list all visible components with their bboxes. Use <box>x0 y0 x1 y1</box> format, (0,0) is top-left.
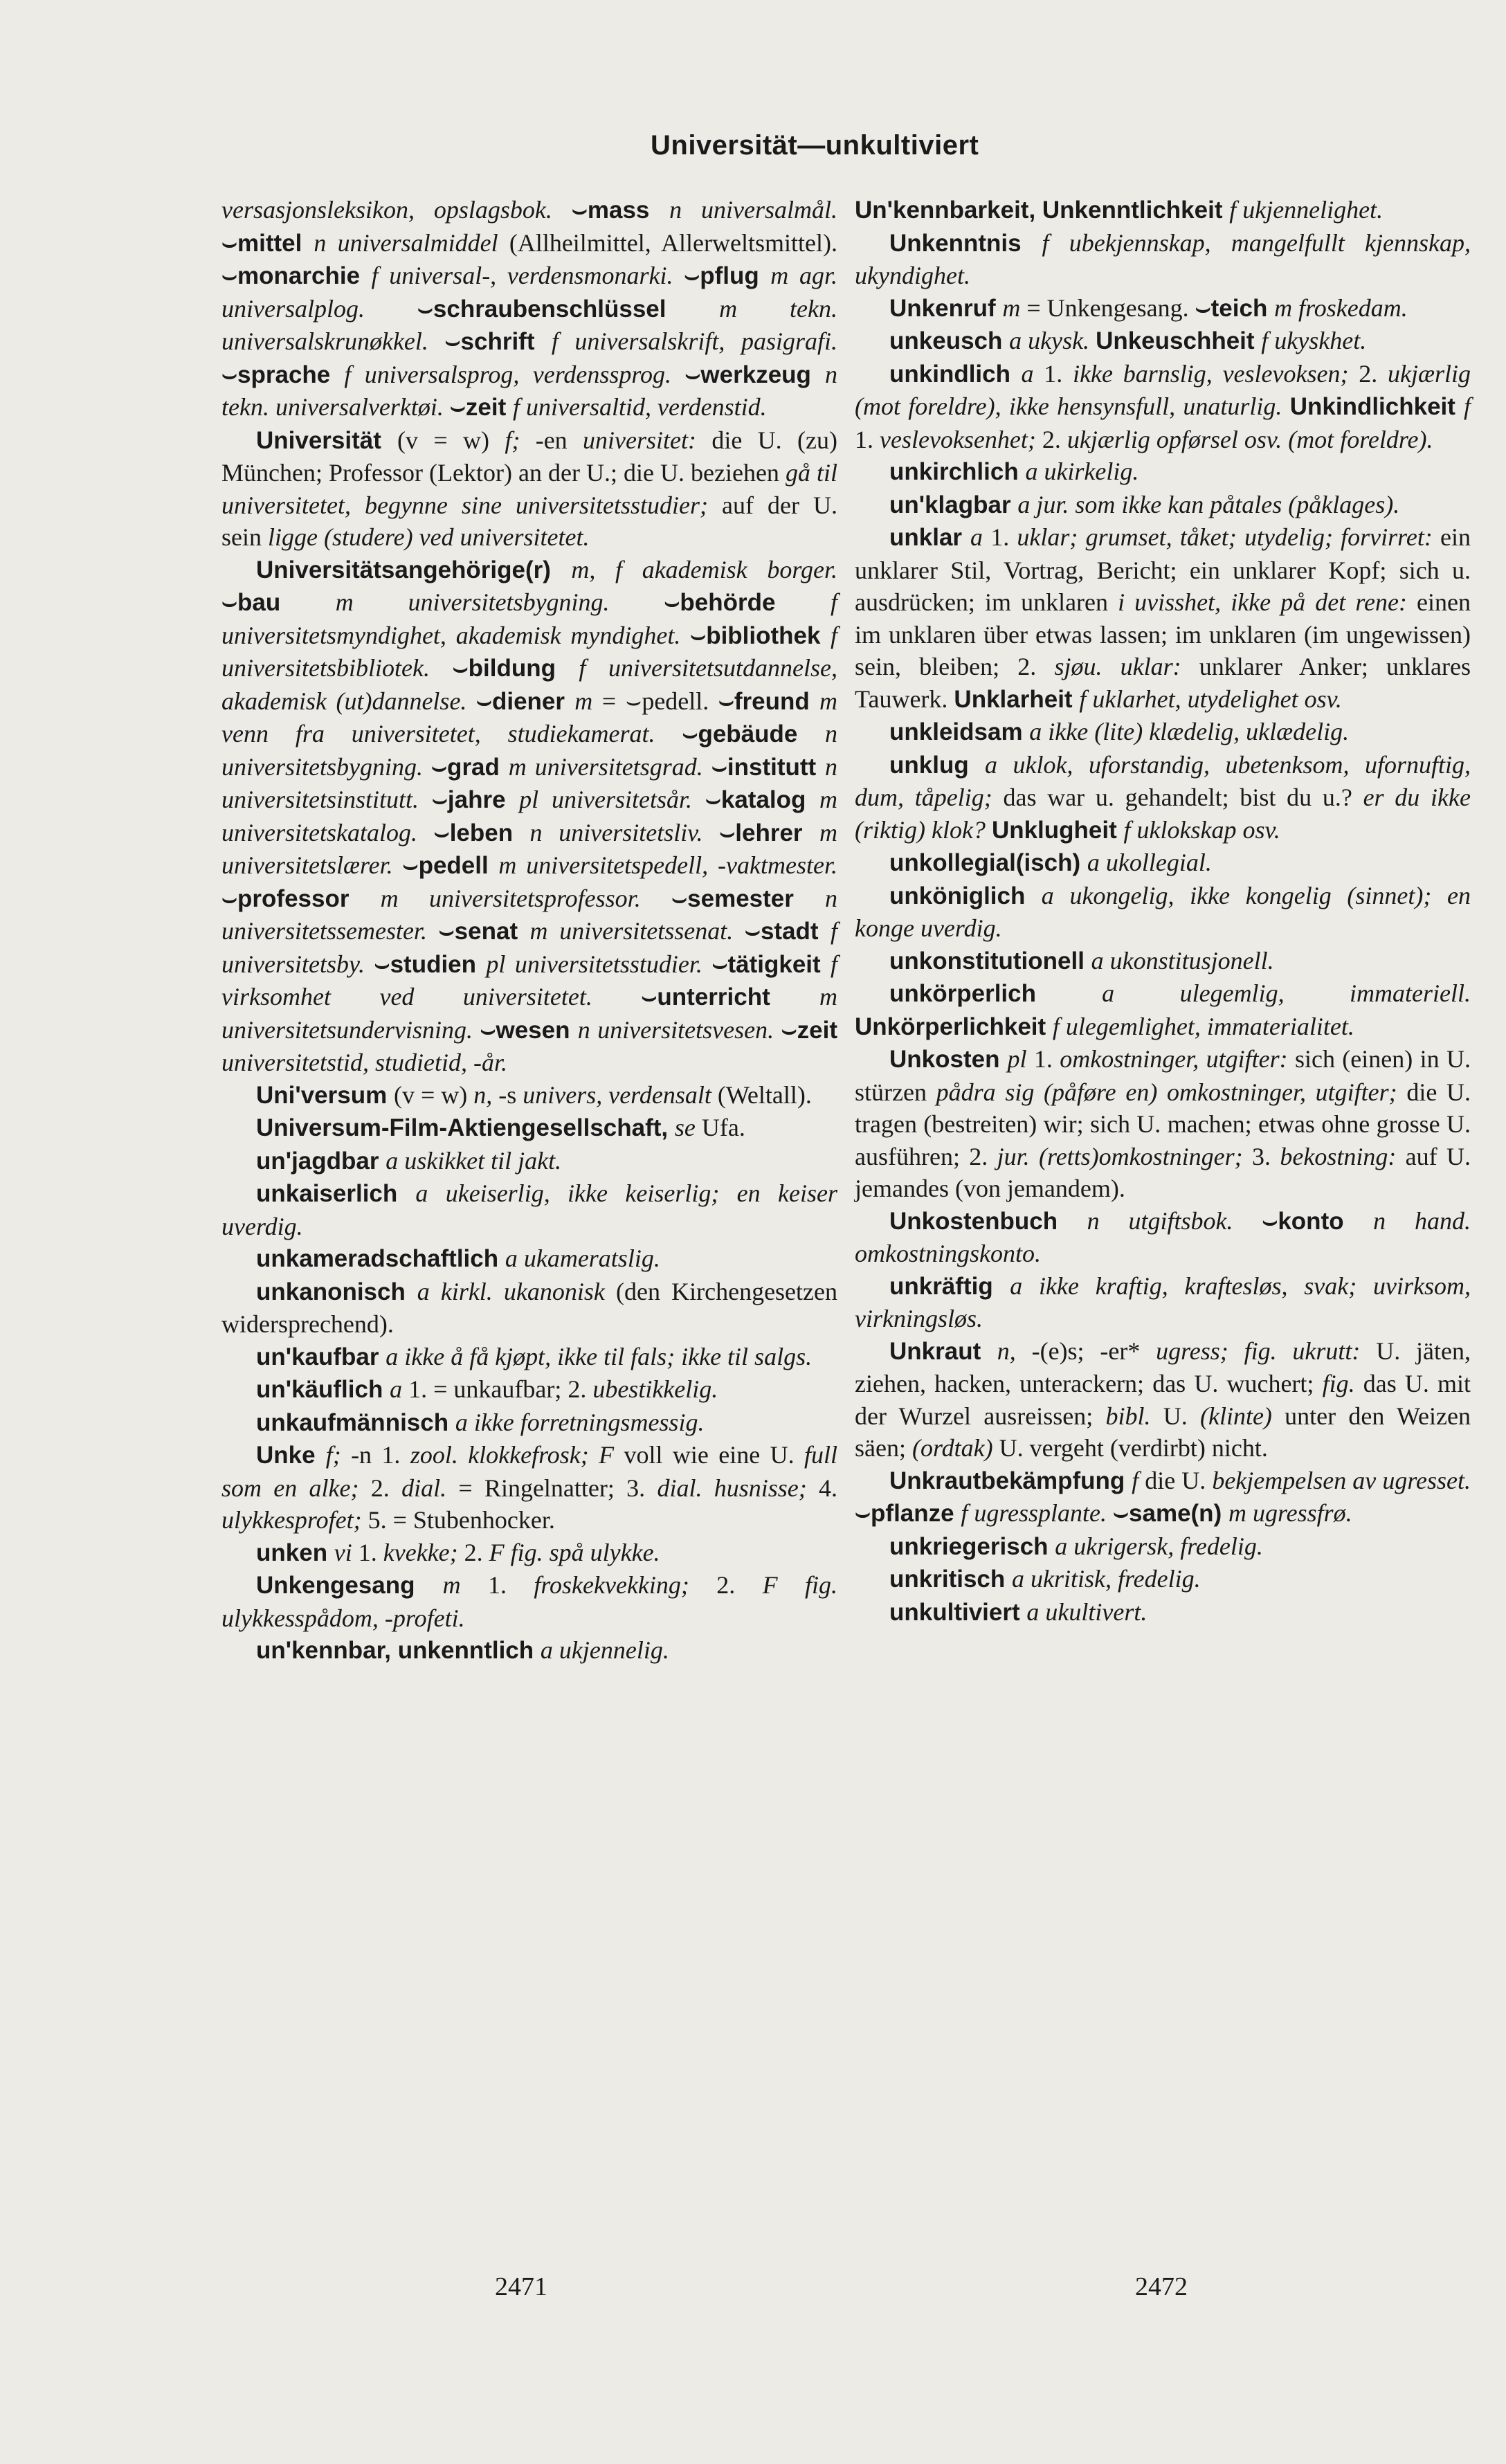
translation-text: a ikke å få kjøpt, ikke til fals; ikke til salgs. <box>385 1342 813 1370</box>
headword: unkollegial(isch) <box>889 849 1087 876</box>
translation-text: f uklokskap osv. <box>1123 815 1280 844</box>
headword: unkeusch <box>889 327 1010 354</box>
german-text: 1. <box>990 523 1017 551</box>
german-text: Ufa. <box>701 1114 745 1141</box>
translation-text: f ukjennelighet. <box>1229 196 1383 224</box>
headword: Unkengesang <box>256 1572 443 1599</box>
dictionary-entry <box>855 846 1471 880</box>
translation-text: a <box>970 523 991 551</box>
headword: ⌣grad <box>431 753 509 781</box>
german-text: 1. <box>855 425 880 453</box>
headword: Unkindlichkeit <box>1289 393 1464 420</box>
headword: Unke <box>256 1442 326 1469</box>
dictionary-entry <box>221 1537 837 1570</box>
translation-text: full som en alke; <box>221 1441 837 1502</box>
translation-text: n universitetssemester. <box>221 884 838 945</box>
translation-text: m universitetsundervisning. <box>221 983 837 1044</box>
translation-text: bibl. <box>1105 1402 1163 1430</box>
running-header: Universität—unkultiviert <box>651 130 979 161</box>
dictionary-entry <box>221 1079 837 1112</box>
dictionary-entry <box>855 880 1471 945</box>
headword: ⌣konto <box>1262 1207 1374 1235</box>
headword: Unkraut <box>889 1337 997 1365</box>
headword: Unkrautbekämpfung <box>889 1467 1132 1494</box>
german-text: sich (einen) in U. stürzen <box>855 1045 1471 1106</box>
page-number-left: 2471 <box>495 2272 547 2301</box>
translation-text: n, <box>473 1080 499 1109</box>
translation-text: a uklok, uforstandig, ubetenksom, ufornuftig, dum, tåpelig; <box>855 750 1471 811</box>
translation-text: dial. <box>401 1474 459 1502</box>
translation-text: f; <box>505 426 536 454</box>
headword: Unkörperlichkeit <box>855 1013 1053 1040</box>
dictionary-entry <box>855 1205 1471 1270</box>
headword: unklug <box>889 751 985 779</box>
headword: ⌣bildung <box>452 655 579 682</box>
translation-text: a ukritisk, fredelig. <box>1011 1565 1201 1593</box>
dictionary-entry <box>855 455 1471 489</box>
dictionary-entry <box>855 977 1471 1043</box>
headword: ⌣pflug <box>684 262 771 289</box>
german-text: (Allheilmittel, Allerweltsmittel). <box>509 228 837 257</box>
translation-text: pl universitetsår. <box>519 786 705 813</box>
translation-text: m tekn. universalskrunøkkel. <box>221 294 837 355</box>
dictionary-entry <box>855 521 1471 716</box>
german-text: die U. <box>1145 1466 1213 1494</box>
translation-text: m, f akademisk borger. <box>571 555 837 583</box>
translation-text: f universalsprog, verdenssprog. <box>344 360 685 388</box>
dictionary-entry <box>221 1439 837 1537</box>
german-text: U. jäten, ziehen, hacken, unterackern; das U. wuchert; <box>855 1337 1471 1397</box>
german-text: U. <box>1163 1402 1200 1430</box>
translation-text: veslevoksenhet; <box>880 425 1042 453</box>
dictionary-entry <box>855 945 1471 978</box>
german-text: unter den Weizen säen; <box>855 1402 1471 1462</box>
headword: un'kennbar, unkenntlich <box>256 1637 541 1664</box>
translation-text: sjøu. uklar: <box>1054 653 1199 680</box>
translation-text: uklar; grumset, tåket; utydelig; forvirret: <box>1017 523 1441 551</box>
translation-text: i uvisshet, ikke på det rene: <box>1118 588 1417 616</box>
german-text: 5. = Stubenhocker. <box>368 1506 555 1534</box>
translation-text: f universitetsby. <box>221 917 838 978</box>
dictionary-entry <box>221 1406 837 1440</box>
translation-text: froskekvekking; <box>534 1571 717 1599</box>
headword: ⌣professor <box>221 885 381 912</box>
german-text: auf U. jemandes (von jemandem). <box>855 1142 1471 1202</box>
translation-text: a ukultivert. <box>1026 1597 1147 1626</box>
headword: ⌣studien <box>374 950 487 978</box>
translation-text: a ukjennelig. <box>540 1636 669 1664</box>
headword: Un'kennbarkeit, Unkenntlichkeit <box>855 197 1230 224</box>
dictionary-entry <box>855 1043 1471 1205</box>
headword: ⌣unterricht <box>641 984 819 1011</box>
headword: ⌣leben <box>433 819 530 846</box>
translation-text: f <box>1132 1466 1145 1494</box>
left-column <box>221 194 837 1667</box>
translation-text: n utgiftsbok. <box>1087 1206 1262 1235</box>
german-text: voll wie eine U. <box>624 1441 804 1469</box>
translation-text: f; <box>325 1441 352 1469</box>
translation-text: a <box>1021 359 1044 388</box>
german-text: auf der U. sein <box>221 491 837 551</box>
german-text: (v = w) <box>397 426 505 454</box>
translation-text: ukjærlig (mot foreldre), ikke hensynsfull, unaturlig. <box>855 359 1471 420</box>
dictionary-entry <box>855 227 1471 292</box>
headword: unkaufmännisch <box>256 1408 455 1436</box>
german-text: (den Kirchengesetzen widersprechend). <box>221 1277 837 1338</box>
translation-text: m universitetslærer. <box>221 818 837 879</box>
translation-text: a jur. som ikke kan påtales (påklages). <box>1017 490 1400 518</box>
headword: ⌣katalog <box>705 786 819 813</box>
headword: unkritisch <box>889 1566 1012 1593</box>
translation-text: a kirkl. ukanonisk <box>417 1277 617 1305</box>
translation-text: f universalskrift, pasigrafi. <box>551 327 837 355</box>
headword: ⌣schraubenschlüssel <box>417 295 720 323</box>
translation-text: n tekn. universalverktøi. <box>221 360 837 421</box>
translation-text: a ukysk. <box>1009 327 1096 354</box>
translation-text: F fig. ulykkesspådom, -profeti. <box>221 1571 838 1632</box>
translation-text: a ikke kraftig, kraftesløs, svak; uvirksom, virkningsløs. <box>855 1271 1471 1332</box>
translation-text: n universitetsinstitutt. <box>221 752 837 813</box>
headword: ⌣lehrer <box>719 819 819 846</box>
translation-text: n universalmiddel <box>314 228 509 257</box>
headword: ⌣mass <box>571 197 670 224</box>
dictionary-entry <box>221 1145 837 1178</box>
translation-text: a ulegemlig, immateriell. <box>1102 979 1471 1007</box>
translation-text: m <box>574 687 602 715</box>
german-text: das war u. gehandelt; bist du u.? <box>1003 783 1363 811</box>
translation-text: m universitetsprofessor. <box>380 884 672 912</box>
headword: unkultiviert <box>889 1598 1027 1626</box>
headword: Unklarheit <box>954 685 1080 713</box>
german-text: -en <box>535 426 583 454</box>
headword: ⌣diener <box>475 687 575 715</box>
headword: Uni'versum <box>256 1081 394 1109</box>
dictionary-entry <box>855 716 1471 749</box>
german-text: 1. <box>1033 1045 1060 1073</box>
translation-text: a ukameratslig. <box>505 1244 660 1272</box>
translation-text: zool. klokkefrosk; F <box>410 1441 624 1469</box>
headword: ⌣mittel <box>221 229 314 257</box>
translation-text: universitet: <box>583 426 712 454</box>
translation-text: f <box>1463 392 1471 420</box>
headword: unkanonisch <box>256 1278 417 1305</box>
headword: ⌣semester <box>671 885 826 912</box>
translation-text: ugress; fig. ukrutt: <box>1156 1337 1377 1365</box>
dictionary-entry <box>221 1242 837 1276</box>
translation-text: m <box>442 1571 488 1599</box>
headword: ⌣pedell <box>402 852 499 879</box>
translation-text: bekostning: <box>1280 1142 1406 1170</box>
german-text: (v = w) <box>393 1080 474 1109</box>
german-text: das U. mit der Wurzel ausreissen; <box>855 1370 1471 1430</box>
headword: ⌣pflanze <box>855 1500 961 1527</box>
headword: unkindlich <box>889 360 1022 388</box>
dictionary-entry <box>855 1270 1471 1335</box>
translation-text: f uklarhet, utydelighet osv. <box>1079 685 1342 713</box>
headword: Universum-Film-Aktiengesellschaft, <box>256 1114 675 1141</box>
translation-text: ukjærlig opførsel osv. (mot foreldre). <box>1067 425 1433 453</box>
translation-text: n hand. omkostningskonto. <box>855 1206 1471 1267</box>
headword: unkameradschaftlich <box>256 1245 505 1272</box>
translation-text: f virksomhet ved universitetet. <box>221 950 837 1011</box>
headword: ⌣behörde <box>664 589 831 616</box>
dictionary-entry <box>855 489 1471 522</box>
headword: ⌣jahre <box>431 786 520 813</box>
headword: ⌣tätigkeit <box>711 950 831 978</box>
headword: Universität <box>256 426 397 454</box>
headword: ⌣same(n) <box>1112 1500 1228 1527</box>
dictionary-entry <box>221 1569 837 1634</box>
headword: un'klagbar <box>889 491 1018 518</box>
headword: unkleidsam <box>889 718 1030 745</box>
translation-text: gå til universitetet, begynne sine universitetsstudier; <box>221 459 837 519</box>
german-text: die U. (zu) München; Professor (Lektor) an der U.; die U. beziehen <box>221 426 837 487</box>
headword: un'käuflich <box>256 1376 390 1403</box>
dictionary-entry <box>221 1634 837 1667</box>
dictionary-entry <box>221 1112 837 1145</box>
german-text: 4. <box>819 1474 838 1502</box>
headword: unkörperlich <box>889 980 1103 1007</box>
headword: ⌣zeit <box>781 1016 837 1044</box>
translation-text: ikke barnslig, veslevoksen; <box>1073 359 1359 388</box>
german-text: 2. <box>464 1538 489 1566</box>
translation-text: f universitetsbibliotek. <box>221 621 837 682</box>
dictionary-entry <box>221 1341 837 1374</box>
dictionary-entry <box>221 554 837 1079</box>
translation-text: n universalmål. <box>669 196 837 224</box>
translation-text: f ubekjennskap, mangelfullt kjennskap, ukyndighet. <box>855 228 1471 289</box>
headword: ⌣institutt <box>711 753 825 781</box>
translation-text: fig. <box>1322 1370 1363 1397</box>
translation-text: a ukonstitusjonell. <box>1091 946 1274 975</box>
german-text: = Ringelnatter; 3. <box>458 1474 657 1502</box>
german-text: 1. <box>358 1538 383 1566</box>
dictionary-entry <box>855 325 1471 358</box>
german-text: 1. <box>1044 359 1073 388</box>
translation-text: n, <box>997 1337 1032 1365</box>
german-text: 1. <box>487 1571 534 1599</box>
translation-text: f universitetsutdannelse, akademisk (ut)dannelse. <box>221 654 838 715</box>
german-text: 2. <box>1359 359 1388 388</box>
translation-text: ubestikkelig. <box>592 1375 718 1403</box>
translation-text: pådra sig (påføre en) omkostninger, utgifter; <box>936 1078 1407 1106</box>
german-text: unklarer Anker; unklares Tauwerk. <box>855 653 1471 713</box>
headword: unkirchlich <box>889 458 1026 485</box>
headword: ⌣sprache <box>221 361 345 388</box>
translation-text: a ikke forretningsmessig. <box>455 1408 705 1436</box>
headword: ⌣monarchie <box>221 262 372 289</box>
german-text: = Unkengesang. <box>1026 293 1195 322</box>
translation-text: m ugressfrø. <box>1228 1499 1352 1527</box>
translation-text: ulykkesprofet; <box>221 1506 368 1534</box>
dictionary-entry <box>221 194 837 424</box>
headword: unkaiserlich <box>256 1180 416 1207</box>
dictionary-entry <box>855 194 1471 227</box>
headword: ⌣werkzeug <box>684 361 825 388</box>
translation-text: f ulegemlighet, immaterialitet. <box>1052 1012 1354 1040</box>
headword: ⌣teich <box>1195 294 1275 322</box>
translation-text: a ukollegial. <box>1087 849 1212 876</box>
headword: un'jagdbar <box>256 1147 386 1175</box>
headword: ⌣bau <box>221 589 336 616</box>
translation-text: m universitetsbygning. <box>335 588 664 616</box>
translation-text: kvekke; <box>383 1538 464 1566</box>
translation-text: vi <box>334 1538 359 1566</box>
translation-text: m universitetssenat. <box>529 917 745 945</box>
dictionary-entry <box>855 1335 1471 1465</box>
dictionary-entry <box>855 1530 1471 1564</box>
translation-text: m <box>1002 293 1027 322</box>
translation-text: ligge (studere) ved universitetet. <box>268 523 590 551</box>
translation-text: m universitetsgrad. <box>508 752 711 781</box>
translation-text: universitetstid, studietid, -år. <box>221 1049 507 1076</box>
translation-text: a <box>390 1375 409 1403</box>
dictionary-entry <box>221 424 837 554</box>
headword: unkräftig <box>889 1272 1010 1300</box>
german-text: 2. <box>1042 425 1067 453</box>
translation-text: jur. (retts)omkostninger; <box>997 1142 1252 1170</box>
translation-text: versasjonsleksikon, opslagsbok. <box>221 196 572 224</box>
translation-text: a ukirkelig. <box>1025 458 1139 485</box>
translation-text: m venn fra universitetet, studiekamerat. <box>221 687 837 748</box>
dictionary-entry <box>855 292 1471 325</box>
headword: unken <box>256 1539 334 1566</box>
translation-text: m universitetskatalog. <box>221 786 837 846</box>
headword: Universitätsangehörige(r) <box>256 556 572 583</box>
translation-text: f universaltid, verdenstid. <box>513 393 767 421</box>
dictionary-entry <box>855 1596 1471 1629</box>
headword: ⌣senat <box>438 918 530 945</box>
translation-text: F fig. spå ulykke. <box>489 1538 660 1566</box>
german-text: U. vergeht (verdirbt) nicht. <box>999 1434 1268 1462</box>
headword: ⌣wesen <box>480 1016 578 1044</box>
dictionary-entry <box>221 1276 837 1341</box>
translation-text: a ukeiserlig, ikke keiserlig; en keiser uverdig. <box>221 1179 837 1240</box>
translation-text: f universal-, verdensmonarki. <box>371 262 684 289</box>
headword: ⌣gebäude <box>682 721 825 748</box>
headword: ⌣freund <box>718 687 819 715</box>
german-text: -n 1. <box>351 1441 410 1469</box>
dictionary-entry <box>855 358 1471 456</box>
translation-text: omkostninger, utgifter: <box>1060 1045 1295 1073</box>
german-text: 2. <box>716 1571 763 1599</box>
dictionary-entry <box>221 1177 837 1242</box>
translation-text: a uskikket til jakt. <box>385 1146 562 1175</box>
dictionary-entry <box>855 1465 1471 1530</box>
translation-text: dial. husnisse; <box>657 1474 819 1502</box>
headword: ⌣stadt <box>744 918 831 945</box>
page-number-right: 2472 <box>1135 2272 1188 2301</box>
headword: Unkenruf <box>889 294 1003 322</box>
german-text: einen im unklaren über etwas lassen; im unklaren (im ungewissen) sein, bleiben; 2. <box>855 588 1471 680</box>
headword: unkriegerisch <box>889 1532 1055 1560</box>
headword: ⌣zeit <box>449 394 513 421</box>
translation-text: n universitetsvesen. <box>577 1015 781 1044</box>
translation-text: f ukyskhet. <box>1261 327 1367 354</box>
headword: unkonstitutionell <box>889 947 1091 975</box>
headword: un'kaufbar <box>256 1343 386 1370</box>
german-text: 2. <box>370 1474 402 1502</box>
german-text: die U. tragen (bestreiten) wir; sich U. machen; etwas ohne grosse U. ausführen; 2. <box>855 1078 1471 1170</box>
right-column <box>855 194 1471 1629</box>
german-text: -s <box>498 1080 523 1109</box>
translation-text: a ukongelig, ikke kongelig (sinnet); en konge uverdig. <box>855 881 1471 942</box>
german-text: -(e)s; -er* <box>1031 1337 1156 1365</box>
german-text: 3. <box>1252 1142 1280 1170</box>
translation-text: m universitetspedell, -vaktmester. <box>498 851 837 879</box>
translation-text: n universitetsliv. <box>529 818 720 846</box>
headword: unklar <box>889 524 970 551</box>
translation-text: a ikke (lite) klædelig, uklædelig. <box>1029 718 1350 745</box>
german-text: 1. = unkaufbar; 2. <box>408 1375 593 1403</box>
translation-text: pl universitetsstudier. <box>486 950 712 978</box>
translation-text: (ordtak) <box>911 1434 999 1462</box>
translation-text: univers, verdensalt <box>523 1080 718 1109</box>
headword: ⌣schrift <box>444 328 552 355</box>
translation-text: er du ikke (riktig) klok? <box>855 783 1471 844</box>
translation-text: n universitetsbygning. <box>221 720 837 781</box>
translation-text: a ukrigersk, fredelig. <box>1055 1532 1263 1560</box>
dictionary-entry <box>855 1563 1471 1596</box>
translation-text: pl <box>1007 1045 1034 1073</box>
headword: ⌣bibliothek <box>690 622 831 649</box>
dictionary-entry <box>221 1373 837 1406</box>
headword: unköniglich <box>889 882 1042 909</box>
headword: Unkostenbuch <box>889 1207 1087 1235</box>
headword: Unkeuschheit <box>1096 327 1262 354</box>
translation-text: f universitetsmyndighet, akademisk myndighet. <box>221 588 838 649</box>
german-text: (Weltall). <box>717 1080 812 1109</box>
headword: Unkenntnis <box>889 229 1042 257</box>
translation-text: se <box>674 1114 702 1141</box>
translation-text: f ugressplante. <box>961 1499 1113 1527</box>
translation-text: bekjempelsen av ugresset. <box>1212 1466 1471 1494</box>
headword: Unkosten <box>889 1046 1008 1073</box>
headword: Unklugheit <box>991 816 1124 844</box>
translation-text: m agr. universalplog. <box>221 262 837 323</box>
translation-text: (klinte) <box>1199 1402 1285 1430</box>
german-text: ein unklarer Stil, Vortrag, Bericht; ein unklarer Kopf; sich u. ausdrücken; im unklaren <box>855 523 1471 616</box>
dictionary-entry <box>855 749 1471 847</box>
german-text: = ⌣pedell. <box>601 687 718 715</box>
translation-text: m froskedam. <box>1274 293 1408 322</box>
